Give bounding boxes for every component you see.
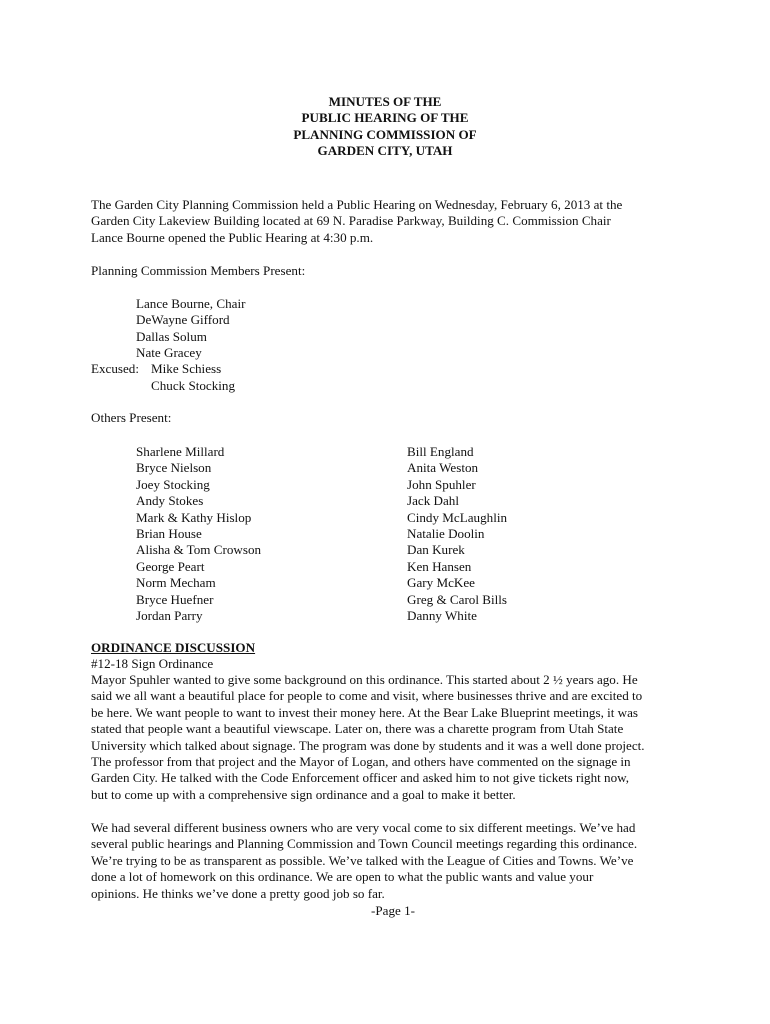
attendee-name: Ken Hansen [407,558,472,574]
others-right-column [407,444,507,624]
attendee-name: Anita Weston [407,460,479,476]
members-heading: Planning Commission Members Present: [91,263,306,278]
intro-line: The Garden City Planning Commission held a Public Hearing on Wednesday, February 6, 2013 at the [91,197,623,212]
attendee-name: Greg & Carol Bills [407,591,508,607]
paragraph-line: stated that people want a beautiful viewscape. Later on, there was a charette program from Utah State [91,721,624,737]
paragraph-line: done a lot of homework on this ordinance. We are open to what the public wants and value your [91,869,594,885]
paragraph-line: Garden City. He talked with the Code Enforcement officer and asked him to not give tickets right now, [91,770,630,786]
member-name: DeWayne Gifford [136,312,230,328]
intro-line: Lance Bourne opened the Public Hearing at 4:30 p.m. [91,229,374,245]
excused-label: Excused: [91,361,139,376]
paragraph-line: We had several different business owners who are very vocal come to six different meetings. We’ve had [91,820,636,835]
attendee-name: Natalie Doolin [407,526,485,542]
attendee-name: Jack Dahl [407,493,459,509]
attendee-name: Bryce Nielson [136,460,212,476]
attendee-name: Brian House [136,526,202,542]
member-name: Nate Gracey [136,345,202,361]
paragraph-line: University which talked about signage. The program was done by students and it was a well done project. [91,737,645,753]
members-present-list [136,296,245,362]
title-line: GARDEN CITY, UTAH [317,143,453,159]
attendee-name: Cindy McLaughlin [407,509,508,525]
attendee-name: Danny White [407,608,477,624]
paragraph-line: be here. We want people to want to invest their money here. At the Bear Lake Blueprint meetings, it was [91,704,639,720]
attendee-name: Bill England [407,444,474,459]
paragraph-line: The professor from that project and the Mayor of Logan, and others have commented on the signage in [91,754,631,770]
attendee-name: Gary McKee [407,575,475,591]
others-heading: Others Present: [91,410,172,425]
excused-member: Mike Schiess [151,361,222,376]
attendee-name: Sharlene Millard [136,444,225,459]
attendee-name: Bryce Huefner [136,591,214,607]
attendee-name: Dan Kurek [407,542,465,558]
title-line: MINUTES OF THE [328,94,442,109]
attendee-name: Andy Stokes [136,493,204,509]
paragraph-line: said we all want a beautiful place for people to come and visit, where businesses thrive and are excited to [91,688,643,704]
section-heading: ORDINANCE DISCUSSION [91,640,256,655]
ordinance-paragraph-2 [91,820,691,902]
paragraph-line: but to come up with a comprehensive sign ordinance and a goal to make it better. [91,786,516,802]
others-left-column [136,444,261,624]
page-number: -Page 1- [371,903,415,918]
attendee-name: John Spuhler [407,476,476,492]
ordinance-paragraph-1 [91,672,691,803]
attendee-name: Mark & Kathy Hislop [136,509,252,525]
paragraph-line: several public hearings and Planning Commission and Town Council meetings regarding this ordinance. [91,836,638,852]
attendee-name: Joey Stocking [136,476,210,492]
attendee-name: Alisha & Tom Crowson [136,542,262,558]
title-line: PUBLIC HEARING OF THE [301,110,469,126]
paragraph-line: We’re trying to be as transparent as possible. We’ve talked with the League of Cities and Towns. We’ve [91,852,634,868]
attendee-name: Jordan Parry [136,608,203,624]
attendee-name: George Peart [136,558,205,574]
paragraph-line: Mayor Spuhler wanted to give some background on this ordinance. This started about 2 ½ years ago. He [91,672,638,687]
intro-paragraph [91,197,691,246]
member-name: Lance Bourne, Chair [136,296,246,311]
attendee-name: Norm Mecham [136,575,216,591]
title-line: PLANNING COMMISSION OF [293,126,477,142]
intro-line: Garden City Lakeview Building located at 69 N. Paradise Parkway, Building C. Commission Chair [91,213,611,229]
document-title [0,94,770,160]
member-name: Dallas Solum [136,328,207,344]
excused-member: Chuck Stocking [151,378,236,393]
agenda-item-label: #12-18 Sign Ordinance [91,656,214,671]
paragraph-line: opinions. He thinks we’ve done a pretty good job so far. [91,885,385,901]
